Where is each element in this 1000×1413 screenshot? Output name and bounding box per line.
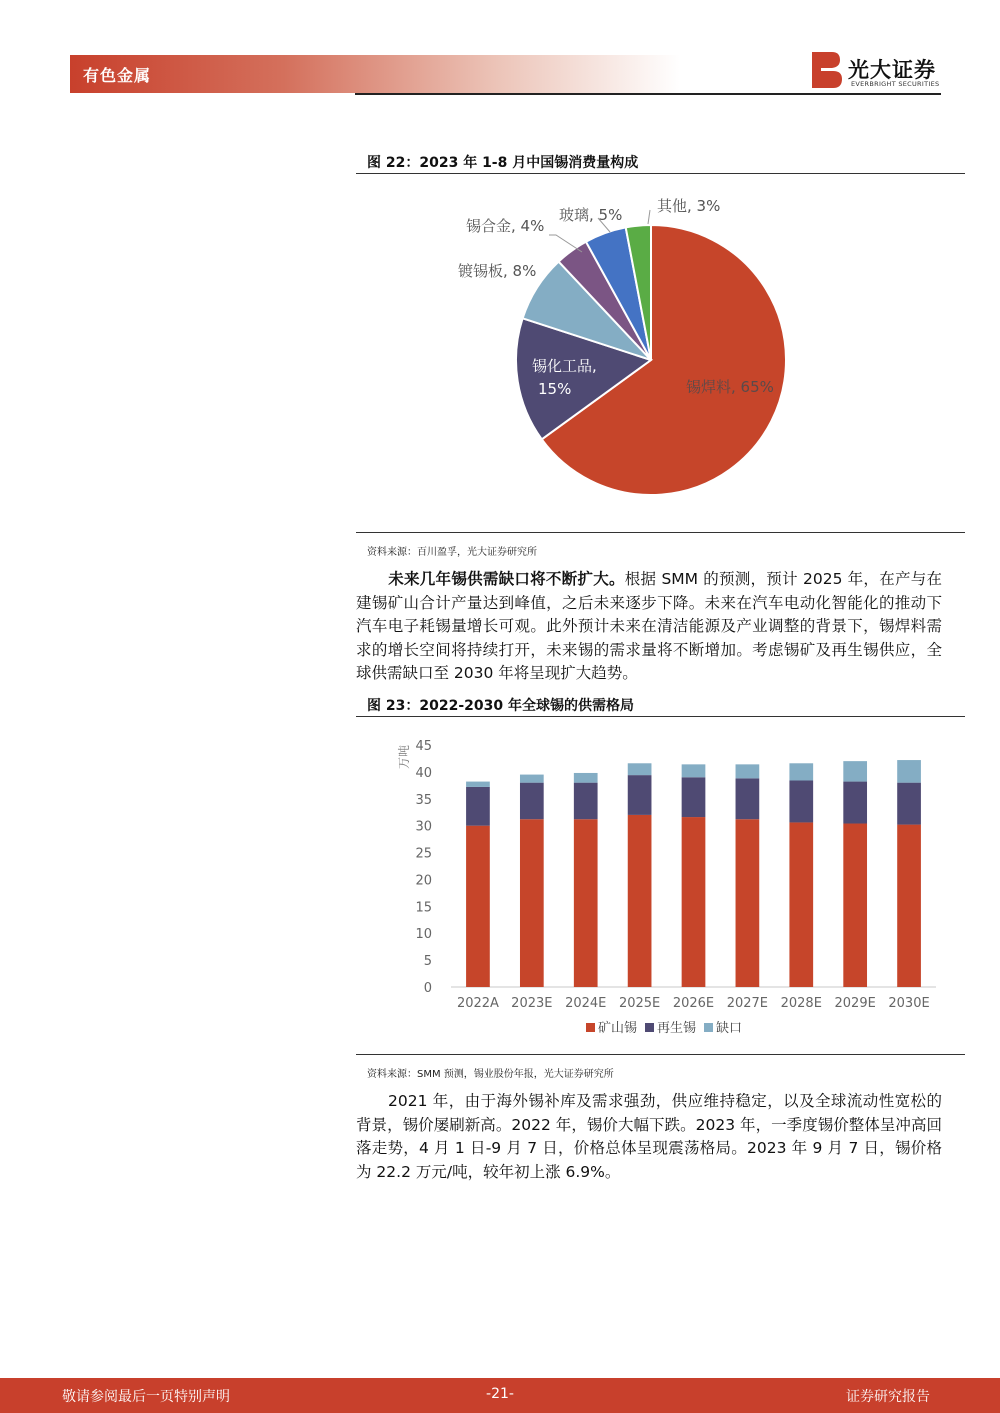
figure-23-title: 图 23：2022-2030 年全球锡的供需格局 xyxy=(367,698,634,714)
pie-label-chemical-line1: 锡化工品, xyxy=(532,357,597,375)
x-tick-label: 2029E xyxy=(834,996,876,1011)
x-tick-label: 2024E xyxy=(565,996,607,1011)
figure-22-bottom-rule xyxy=(356,532,965,533)
bar-2029E-series-1 xyxy=(843,782,867,824)
pie-label-chemical-line2: 15% xyxy=(538,380,572,398)
stacked-bar-chart xyxy=(356,725,965,1050)
pie-label-tinplate: 镀锡板, 8% xyxy=(458,262,537,280)
bar-2022A-series-1 xyxy=(466,787,490,826)
bar-2025E-series-0 xyxy=(628,815,652,987)
legend-label-1: 再生锡 xyxy=(657,1021,697,1036)
x-tick-label: 2025E xyxy=(618,996,661,1011)
legend-label-0: 矿山锡 xyxy=(598,1021,638,1036)
bar-2023E-series-0 xyxy=(520,819,544,987)
bar-2030E-series-1 xyxy=(897,783,921,825)
logo-text-en: EVERBRIGHT SECURITIES xyxy=(851,80,940,88)
bar-2030E-series-2 xyxy=(897,760,921,783)
figure-23-source: 资料来源：SMM 预测，锡业股份年报，光大证券研究所 xyxy=(367,1069,614,1080)
pie-label-glass: 玻璃, 5% xyxy=(559,206,623,224)
bar-2028E-series-1 xyxy=(789,780,813,822)
bar-2022A-series-2 xyxy=(466,782,490,787)
bar-2025E-series-2 xyxy=(628,763,652,775)
y-tick-label: 0 xyxy=(423,981,432,996)
paragraph-2-body: 2021 年，由于海外锡补库及需求强劲，供应维持稳定，以及全球流动性宽松的背景，锡价屡刷新高。2022 年，锡价大幅下跌。2023 年，一季度锡价整体呈冲高回落走势，4 月 1 日-9 月 7 日，价格总体呈现震荡格局。2023 年 9 月 7 日，锡价格为 22.2 万元/吨，较年初上涨 6.9%。 xyxy=(356,1092,942,1181)
bar-2022A-series-0 xyxy=(466,826,490,987)
bar-2027E-series-1 xyxy=(736,778,760,819)
x-tick-label: 2028E xyxy=(780,996,822,1011)
bar-2029E-series-2 xyxy=(843,761,867,781)
bar-2026E-series-1 xyxy=(682,777,706,817)
pie-label-alloy: 锡合金, 4% xyxy=(466,217,545,235)
bar-2030E-series-0 xyxy=(897,825,921,987)
legend-swatch-2 xyxy=(704,1023,713,1032)
paragraph-1-lead: 未来几年锡供需缺口将不断扩大。 xyxy=(388,570,625,588)
bar-2024E-series-0 xyxy=(574,819,598,987)
paragraph-2 xyxy=(356,1090,942,1184)
paragraph-1-body: 根据 SMM 的预测，预计 2025 年，在产与在建锡矿山合计产量达到峰值，之后未来逐步下降。未来在汽车电动化智能化的推动下汽车电子耗锡量增长可观。此外预计未来在清洁能源及产业调整的背景下，锡焊料需求的增长空间将持续打开，未来锡的需求量将不断增加。考虑锡矿及再生锡供应，全球供需缺口至 2030 年将呈现扩大趋势。 xyxy=(356,570,942,682)
figure-22-top-rule xyxy=(356,173,965,174)
paragraph-1 xyxy=(356,568,942,686)
y-tick-label: 45 xyxy=(415,739,432,754)
pie-label-solder: 锡焊料, 65% xyxy=(686,378,774,396)
bar-2023E-series-2 xyxy=(520,775,544,783)
x-tick-label: 2027E xyxy=(726,996,769,1011)
x-tick-label: 2022A xyxy=(456,996,499,1011)
bar-2025E-series-1 xyxy=(628,775,652,815)
y-tick-label: 30 xyxy=(415,819,432,835)
header-bar xyxy=(70,55,680,93)
pie-label-other: 其他, 3% xyxy=(657,197,721,215)
section-title: 有色金属 xyxy=(83,66,152,85)
leader-line-other xyxy=(648,210,650,224)
page-number: -21- xyxy=(486,1386,514,1402)
pie-chart xyxy=(356,180,965,525)
bar-2029E-series-0 xyxy=(843,824,867,987)
figure-23-top-rule xyxy=(356,716,965,717)
figure-23-bottom-rule xyxy=(356,1054,965,1055)
y-tick-label: 20 xyxy=(415,873,432,889)
x-tick-label: 2030E xyxy=(888,996,930,1011)
legend-swatch-0 xyxy=(586,1023,595,1032)
footer-report-type: 证券研究报告 xyxy=(846,1389,930,1405)
bar-2027E-series-2 xyxy=(736,764,760,778)
bar-2027E-series-0 xyxy=(736,819,760,987)
figure-22-title: 图 22：2023 年 1-8 月中国锡消费量构成 xyxy=(367,155,639,171)
bar-2026E-series-2 xyxy=(682,764,706,777)
x-tick-label: 2023E xyxy=(511,996,553,1011)
legend-label-2: 缺口 xyxy=(716,1021,743,1036)
y-axis-label: 万吨 xyxy=(397,744,411,769)
logo-text-cn: 光大证券 xyxy=(848,58,936,82)
y-tick-label: 40 xyxy=(415,765,432,781)
bar-2024E-series-1 xyxy=(574,783,598,820)
y-tick-label: 35 xyxy=(415,792,432,808)
header-rule xyxy=(355,93,941,95)
x-tick-label: 2026E xyxy=(672,996,715,1011)
bar-2023E-series-1 xyxy=(520,783,544,820)
everbright-logo-icon xyxy=(812,52,842,88)
bar-2024E-series-2 xyxy=(574,773,598,783)
legend-swatch-1 xyxy=(645,1023,654,1032)
bar-2028E-series-2 xyxy=(789,763,813,780)
bar-2026E-series-0 xyxy=(682,817,706,987)
bar-2028E-series-0 xyxy=(789,822,813,987)
y-tick-label: 15 xyxy=(415,900,432,916)
y-tick-label: 25 xyxy=(415,846,432,862)
footer-disclaimer: 敬请参阅最后一页特别声明 xyxy=(62,1389,230,1405)
figure-22-source: 资料来源：百川盈孚，光大证券研究所 xyxy=(367,547,537,558)
y-tick-label: 5 xyxy=(423,954,432,970)
y-tick-label: 10 xyxy=(415,927,432,943)
